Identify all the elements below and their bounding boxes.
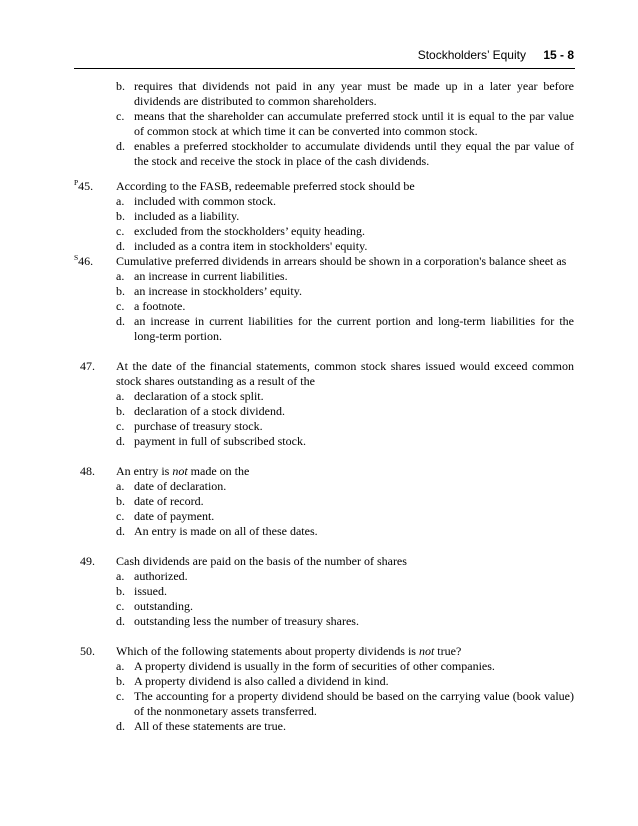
page-header bbox=[418, 48, 574, 62]
option-letter: a. bbox=[116, 194, 125, 208]
question-47 bbox=[0, 359, 638, 449]
question-stem: According to the FASB, redeemable preferred stock should be bbox=[116, 179, 415, 193]
answer-option bbox=[116, 659, 574, 674]
option-text: an increase in current liabilities. bbox=[134, 269, 288, 283]
option-letter: b. bbox=[116, 404, 125, 418]
question-46 bbox=[0, 254, 638, 344]
option-letter: d. bbox=[116, 719, 125, 733]
question-stem: Cash dividends are paid on the basis of the number of shares bbox=[116, 554, 407, 568]
answer-option bbox=[116, 674, 574, 689]
answer-option bbox=[116, 209, 574, 224]
header-rule bbox=[74, 68, 575, 69]
option-text: The accounting for a property dividend should be based on the carrying value (book value) of the nonmonetary assets transferred. bbox=[134, 689, 574, 718]
option-text: means that the shareholder can accumulate preferred stock until it is equal to the par value of common stock at which time it can be converted into common stock. bbox=[134, 109, 574, 138]
option-text: excluded from the stockholders’ equity heading. bbox=[134, 224, 366, 238]
option-text: date of payment. bbox=[134, 509, 215, 523]
option-letter: a. bbox=[116, 479, 125, 493]
answer-option bbox=[116, 569, 574, 584]
question-44-continuation bbox=[0, 79, 638, 169]
option-text: date of declaration. bbox=[134, 479, 227, 493]
option-text: an increase in stockholders’ equity. bbox=[134, 284, 302, 298]
option-letter: d. bbox=[116, 434, 125, 448]
answer-option bbox=[116, 524, 574, 539]
option-text: issued. bbox=[134, 584, 167, 598]
option-letter: a. bbox=[116, 659, 125, 673]
answer-option bbox=[116, 109, 574, 139]
option-text: an increase in current liabilities for the current portion and long-term liabilities for the long-term portion. bbox=[134, 314, 574, 343]
option-letter: d. bbox=[116, 314, 125, 328]
question-49 bbox=[0, 554, 638, 629]
answer-option bbox=[116, 299, 574, 314]
question-45 bbox=[0, 179, 638, 254]
option-text: included as a liability. bbox=[134, 209, 240, 223]
question-stem: Cumulative preferred dividends in arrears should be shown in a corporation's balance sheet as bbox=[116, 254, 567, 268]
question-list bbox=[0, 79, 638, 734]
option-text: All of these statements are true. bbox=[134, 719, 286, 733]
option-letter: a. bbox=[116, 269, 125, 283]
question-number: $^S$46. bbox=[74, 253, 94, 268]
answer-option bbox=[116, 139, 574, 169]
answer-option bbox=[116, 599, 574, 614]
option-letter: c. bbox=[116, 299, 125, 313]
option-text: included with common stock. bbox=[134, 194, 276, 208]
answer-option bbox=[116, 284, 574, 299]
option-text: authorized. bbox=[134, 569, 188, 583]
question-stem: Which of the following statements about property dividends is not true? bbox=[116, 644, 462, 658]
question-number: 48. bbox=[80, 464, 95, 478]
emphasis-not: not bbox=[418, 644, 435, 658]
option-text: included as a contra item in stockholders' equity. bbox=[134, 239, 368, 253]
option-letter: b. bbox=[116, 494, 125, 508]
answer-option bbox=[116, 404, 574, 419]
option-letter: d. bbox=[116, 239, 125, 253]
answer-option bbox=[116, 584, 574, 599]
question-stem: An entry is not made on the bbox=[116, 464, 250, 478]
answer-option bbox=[116, 239, 574, 254]
option-text: declaration of a stock dividend. bbox=[134, 404, 285, 418]
option-letter: c. bbox=[116, 599, 125, 613]
option-letter: a. bbox=[116, 389, 125, 403]
question-number: 50. bbox=[80, 644, 95, 658]
question-48 bbox=[0, 464, 638, 539]
answer-option bbox=[116, 314, 574, 344]
question-tag: P bbox=[74, 178, 79, 187]
option-text: requires that dividends not paid in any year must be made up in a later year before dividends are distributed to common shareholders. bbox=[134, 79, 574, 108]
option-letter: b. bbox=[116, 674, 125, 688]
option-text: A property dividend is also called a dividend in kind. bbox=[134, 674, 389, 688]
option-text: payment in full of subscribed stock. bbox=[134, 434, 306, 448]
answer-option bbox=[116, 479, 574, 494]
answer-option bbox=[116, 434, 574, 449]
option-letter: d. bbox=[116, 614, 125, 628]
question-number: $^P$45. bbox=[74, 178, 94, 193]
question-stem: At the date of the financial statements, common stock shares issued would exceed common stock shares outstanding as a result of the bbox=[116, 359, 574, 388]
answer-option bbox=[116, 689, 574, 719]
option-text: outstanding less the number of treasury shares. bbox=[134, 614, 359, 628]
option-letter: c. bbox=[116, 509, 125, 523]
option-text: A property dividend is usually in the form of securities of other companies. bbox=[134, 659, 495, 673]
answer-option bbox=[116, 194, 574, 209]
answer-option bbox=[116, 494, 574, 509]
answer-option bbox=[116, 719, 574, 734]
option-letter: c. bbox=[116, 689, 125, 703]
option-letter: c. bbox=[116, 419, 125, 433]
option-text: a footnote. bbox=[134, 299, 186, 313]
option-letter: c. bbox=[116, 109, 125, 123]
page-number: 15 - 8 bbox=[543, 48, 574, 62]
question-number: 49. bbox=[80, 554, 95, 568]
option-text: An entry is made on all of these dates. bbox=[134, 524, 318, 538]
option-text: outstanding. bbox=[134, 599, 193, 613]
option-letter: b. bbox=[116, 209, 125, 223]
header-title: Stockholders’ Equity bbox=[417, 48, 526, 62]
emphasis-not: not bbox=[172, 464, 188, 478]
answer-option bbox=[116, 614, 574, 629]
option-text: purchase of treasury stock. bbox=[134, 419, 263, 433]
question-tag: S bbox=[74, 253, 79, 262]
answer-option bbox=[116, 79, 574, 109]
answer-option bbox=[116, 509, 574, 524]
answer-option bbox=[116, 269, 574, 284]
option-text: enables a preferred stockholder to accumulate dividends until they equal the par value of the stock and receive the stock in place of the cash dividends. bbox=[134, 139, 574, 168]
option-letter: b. bbox=[116, 284, 125, 298]
option-letter: b. bbox=[116, 79, 125, 93]
option-letter: b. bbox=[116, 584, 125, 598]
option-text: declaration of a stock split. bbox=[134, 389, 264, 403]
answer-option bbox=[116, 224, 574, 239]
option-letter: c. bbox=[116, 224, 125, 238]
option-text: date of record. bbox=[134, 494, 204, 508]
option-letter: d. bbox=[116, 524, 125, 538]
question-number: 47. bbox=[80, 359, 95, 373]
option-letter: a. bbox=[116, 569, 125, 583]
answer-option bbox=[116, 419, 574, 434]
question-50 bbox=[0, 644, 638, 734]
answer-option bbox=[116, 389, 574, 404]
option-letter: d. bbox=[116, 139, 125, 153]
